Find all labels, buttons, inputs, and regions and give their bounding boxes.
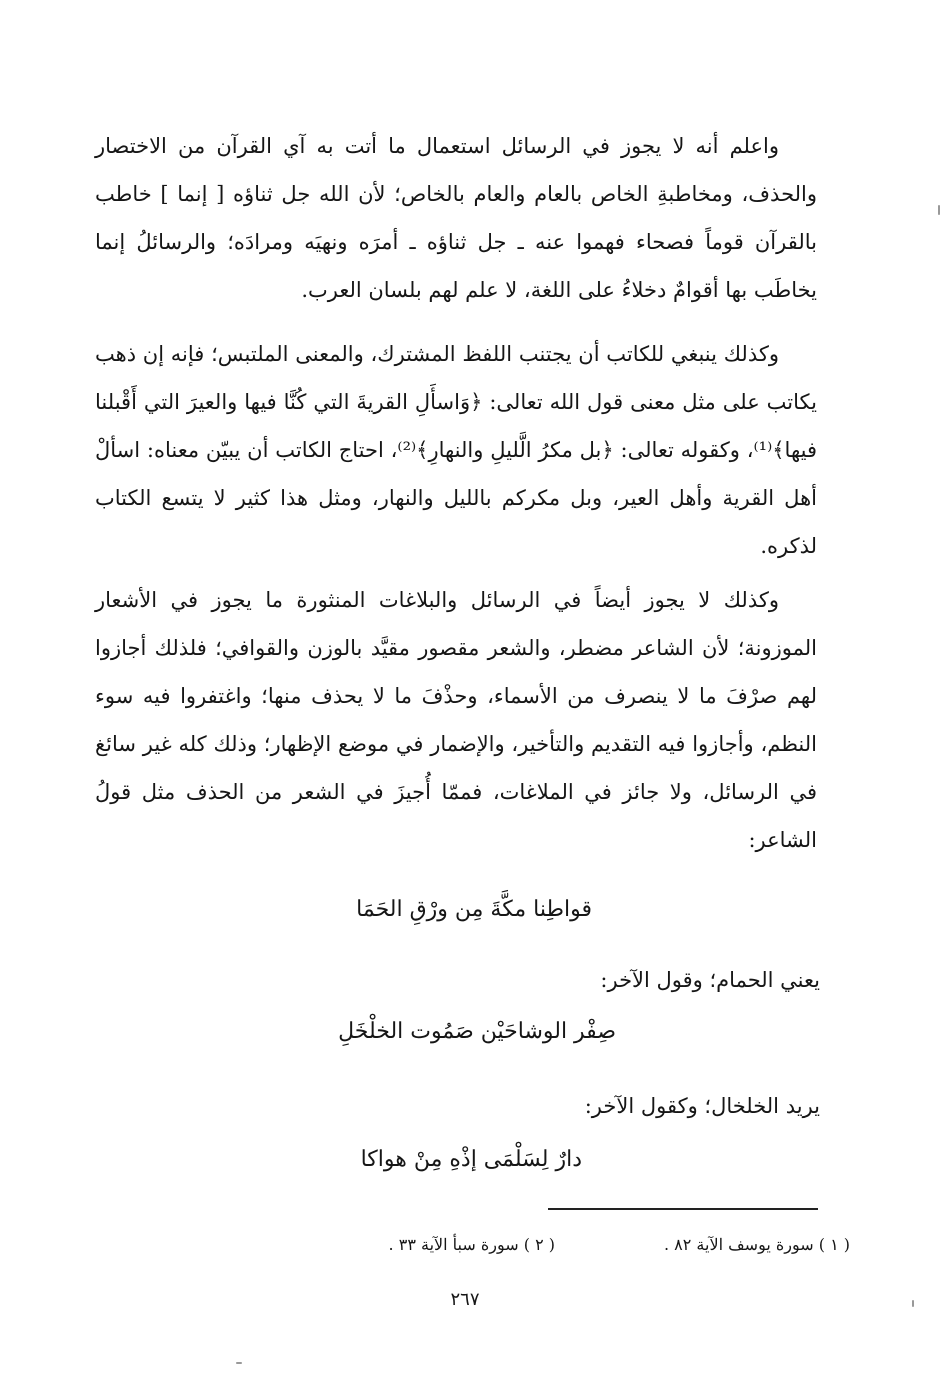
scan-speck [236, 1362, 242, 1364]
paragraph-1-block [95, 122, 817, 314]
paragraph-3: وكذلك لا يجوز أيضاً في الرسائل والبلاغات المنثورة ما يجوز في الأشعار الموزونة؛ لأن الشاعر مضطر، والشعر مقصور مقيَّد بالوزن والقوافي؛ فلذلك أجازوا لهم صرْفَ ما لا ينصرف من الأسماء، وحذْفَ ما لا يحذف منها؛ واغتفروا فيه سوء النظم، وأجازوا فيه التقديم والتأخير، والإضمار في موضع الإظهار؛ وذلك كله غير سائغ في الرسائل، ولا جائز في الملاغات، فممّا أُجيزَ في الشعر من الحذف مثل قولُ الشاعر: [95, 588, 817, 852]
footnote-2: ( ٢ ) سورة سبأ الآية ٣٣ . [388, 1235, 555, 1254]
paragraph-3-block [95, 576, 817, 864]
footnote-1: ( ١ ) سورة يوسف الآية ٨٢ . [663, 1235, 850, 1254]
footnote-divider [548, 1208, 818, 1210]
paragraph-1: واعلم أنه لا يجوز في الرسائل استعمال ما أتت به آي القرآن من الاختصار والحذف، ومخاطبةِ الخاص بالعام والعام بالخاص؛ لأن الله جل ثناؤه [ إنما ] خاطب بالقرآن قوماً فصحاء فهموا عنه ـ جل ثناؤه ـ أمرَه ونهيَه ومرادَه؛ والرسائلُ إنما يخاطَب بها أقوامٌ دخلاءُ على اللغة، لا علم لهم بلسان العرب. [95, 134, 817, 302]
verse-2-intro: يعني الحمام؛ وقول الآخر: [600, 968, 820, 992]
verse-3-intro: يريد الخلخال؛ وكقول الآخر: [584, 1094, 820, 1118]
page-number: ٢٦٧ [450, 1289, 480, 1310]
verse-2: صِفْر الوشاحَيْن صَمُوت الخلْخَلِ [338, 1019, 616, 1044]
paragraph-2-block [95, 330, 817, 570]
footnotes [360, 1230, 850, 1260]
paragraph-2: وكذلك ينبغي للكاتب أن يجتنب اللفظ المشترك، والمعنى الملتبس؛ فإنه إن ذهب يكاتب على مثل معنى قول الله تعالى: ﴿وَاسأَلِ القريةَ التي كُنَّا فيها والعيرَ التي أَقْبلنا فيها﴾⁽¹⁾، وكقوله تعالى: ﴿بل مكرُ الَّليلِ والنهارِ﴾⁽²⁾، احتاج الكاتب أن يبيّن معناه: اسألْ أهل القرية وأهل العير، وبل مكركم بالليل والنهار، ومثل هذا كثير لا يتسع الكتاب لذكره. [95, 342, 817, 558]
verse-1: قواطِنا مكَّةَ مِن ورْقِ الحَمَا [356, 897, 592, 922]
verse-3: دارٌ لِسَلْمَى إذْهِ مِنْ هواكا [360, 1147, 582, 1172]
scan-speck [912, 1300, 914, 1307]
scan-speck [938, 205, 940, 215]
